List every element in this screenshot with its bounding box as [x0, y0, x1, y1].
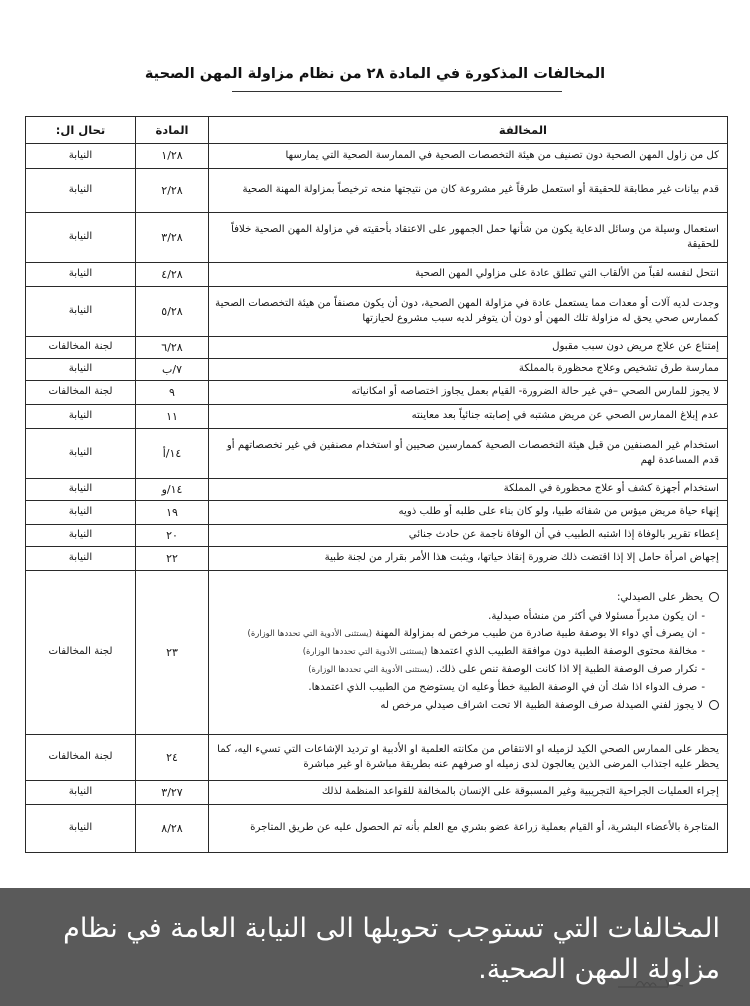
article-number: ٢٣ — [136, 571, 209, 735]
table-row — [26, 144, 728, 169]
table-row — [26, 501, 728, 525]
pharmacist-item — [215, 610, 719, 625]
table-row — [26, 263, 728, 287]
referral-body: النيابة — [26, 359, 136, 381]
violation-text: إجراء العمليات الجراحية التجريبية وغير المسبوقة على الإنسان بالمخالفة للقواعد المنظمة لذلك — [209, 781, 728, 805]
referral-body: لجنة المخالفات — [26, 381, 136, 405]
pharmacist-item-text: صرف الدواء اذا شك أن في الوصفة الطبية خطأ وعليه ان يستوضح من الطبيب الذي اعتمدها. — [308, 681, 698, 693]
pharmacist-item-text: ان يكون مديراً مسئولا في أكثر من منشأه صيدلية. — [488, 610, 698, 622]
table-row — [26, 287, 728, 337]
referral-body: النيابة — [26, 805, 136, 853]
pharmacist-item-note: (يستثنى الأدوية التي تحددها الوزارة) — [247, 628, 373, 639]
violation-text: عدم إبلاغ الممارس الصحي عن مريض مشتبه في إصابته جنائياً بعد معاينته — [209, 405, 728, 429]
violation-text: ممارسة طرق تشخيص وعلاج محظورة بالمملكة — [209, 359, 728, 381]
table-row — [26, 525, 728, 547]
referral-body: النيابة — [26, 263, 136, 287]
article-number: ٢٢ — [136, 547, 209, 571]
header-article: المادة — [136, 117, 209, 144]
article-number: ٢٤ — [136, 735, 209, 781]
referral-body: النيابة — [26, 781, 136, 805]
document-title: المخالفات المذكورة في المادة ٢٨ من نظام مزاولة المهن الصحية — [144, 66, 606, 82]
referral-body: النيابة — [26, 144, 136, 169]
pharmacist-item — [215, 663, 719, 678]
pharmacist-item — [215, 681, 719, 696]
pharmacist-lead-text: يحظر على الصيدلي: — [616, 591, 703, 603]
table-header-row — [26, 117, 728, 144]
pharmacist-item-text: ان يصرف أي دواء الا بوصفة طبية صادرة من طبيب مرخص له بمزاولة المهنة — [375, 628, 698, 640]
table-row-pharmacist — [26, 571, 728, 735]
referral-body: لجنة المخالفات — [26, 337, 136, 359]
referral-body: النيابة — [26, 525, 136, 547]
title-underline — [232, 91, 562, 92]
table-row — [26, 781, 728, 805]
article-number: ٨/٢٨ — [136, 805, 209, 853]
table-row — [26, 381, 728, 405]
dash-bullet-icon: - — [701, 610, 705, 622]
article-number: ١٤/أ — [136, 429, 209, 479]
referral-body: النيابة — [26, 169, 136, 213]
pharmacist-item-text: مخالفة محتوى الوصفة الطبية دون موافقة الطبيب الذي اعتمدها — [430, 646, 698, 658]
referral-body: النيابة — [26, 479, 136, 501]
pharmacist-item-text: تكرار صرف الوصفة الطبية إلا اذا كانت الوصفة تنص على ذلك. — [436, 663, 698, 675]
referral-body: النيابة — [26, 405, 136, 429]
violation-text: انتحل لنفسه لقباً من الألقاب التي تطلق عادة على مزاولي المهن الصحية — [209, 263, 728, 287]
dash-bullet-icon: - — [701, 646, 705, 658]
pharmacist-item-note: (يستثنى الأدوية التي تحددها الوزارة) — [302, 646, 428, 657]
article-number: ٦/٢٨ — [136, 337, 209, 359]
header-violation: المخالفة — [209, 117, 728, 144]
violations-table — [25, 116, 728, 853]
article-number: ٢/٢٨ — [136, 169, 209, 213]
violation-text: وجدت لديه آلات أو معدات مما يستعمل عادة في مزاولة المهن الصحية، دون أن يكون مصنفاً من هيئة التخصصات الصحية كممارس صحي يحق له مزاولة تلك المهن أو دون أن يتوفر لديه سبب مشروع لحيازتها — [209, 287, 728, 337]
article-number: ٢٠ — [136, 525, 209, 547]
article-number: ١٤/و — [136, 479, 209, 501]
article-number: ٩ — [136, 381, 209, 405]
caption-overlay — [0, 888, 750, 1006]
article-number: ٣/٢٧ — [136, 781, 209, 805]
dash-bullet-icon: - — [701, 628, 705, 640]
article-number: ٤/٢٨ — [136, 263, 209, 287]
table-row — [26, 479, 728, 501]
table-row — [26, 359, 728, 381]
pharmacist-technician-text: لا يجوز لفني الصيدلة صرف الوصفة الطبية الا تحت اشراف صيدلي مرخص له — [380, 700, 703, 712]
article-number: ١/٢٨ — [136, 144, 209, 169]
violation-text: استعمال وسيلة من وسائل الدعاية يكون من شأنها حمل الجمهور على الاعتقاد بأحقيته في مزاولة المهن الصحية خلافاً للحقيقة — [209, 213, 728, 263]
table-row — [26, 805, 728, 853]
violation-text: إمتناع عن علاج مريض دون سبب مقبول — [209, 337, 728, 359]
violation-text: كل من زاول المهن الصحية دون تصنيف من هيئة التخصصات الصحية في الممارسة الصحية التي يمارسها — [209, 144, 728, 169]
pharmacist-item-note: (يستثنى الأدوية التي تحددها الوزارة) — [308, 663, 433, 674]
referral-body: النيابة — [26, 429, 136, 479]
violation-text: المتاجرة بالأعضاء البشرية، أو القيام بعملية زراعة عضو بشري مع العلم بأنه تم الحصول عليه عن طريق المتاجرة — [209, 805, 728, 853]
dash-bullet-icon: - — [701, 663, 705, 675]
circle-bullet-icon — [709, 700, 719, 710]
article-number: ٣/٢٨ — [136, 213, 209, 263]
referral-body: النيابة — [26, 547, 136, 571]
table-row — [26, 213, 728, 263]
referral-body: لجنة المخالفات — [26, 571, 136, 735]
pharmacist-technician-rule — [215, 699, 719, 714]
violation-text: يحظر على الممارس الصحي الكيد لزميله او الانتقاص من مكانته العلمية او الأدبية او ترديد الإشاعات التي تسيء اليه، كما يحظر عليه اجتذاب المرضى الذين يعالجون لدى زميله او صرفهم عنه بطريقة مباشرة او غير مباشرة — [209, 735, 728, 781]
violation-text: استخدام غير المصنفين من قبل هيئة التخصصات الصحية كممارسين صحيين أو استخدام مصنفين في غير تخصصاتهم أو قدم المساعدة لهم — [209, 429, 728, 479]
violation-text: إنهاء حياة مريض ميؤس من شفائه طبيا، ولو كان بناء على طلبه أو طلب ذويه — [209, 501, 728, 525]
table-row — [26, 337, 728, 359]
header-referral: تحال ال: — [26, 117, 136, 144]
caption-text: المخالفات التي تستوجب تحويلها الى النيابة العامة في نظام مزاولة المهن الصحية. — [63, 913, 720, 985]
article-number: ١١ — [136, 405, 209, 429]
table-row — [26, 169, 728, 213]
violation-text: قدم بيانات غير مطابقة للحقيقة أو استعمل طرقاً غير مشروعة كان من نتيجتها منحه ترخيصاً بمزاولة المهنة الصحية — [209, 169, 728, 213]
referral-body: لجنة المخالفات — [26, 735, 136, 781]
referral-body: النيابة — [26, 287, 136, 337]
circle-bullet-icon — [709, 592, 719, 602]
table-row — [26, 405, 728, 429]
violation-text: إجهاض امرأة حامل إلا إذا اقتضت ذلك ضرورة إنقاذ حياتها، ويثبت هذا الأمر بقرار من لجنة طبية — [209, 547, 728, 571]
referral-body: النيابة — [26, 213, 136, 263]
pharmacist-item — [215, 645, 719, 660]
pharmacist-lead — [215, 591, 719, 606]
referral-body: النيابة — [26, 501, 136, 525]
pharmacist-item — [215, 627, 719, 642]
pharmacist-rules — [209, 571, 728, 735]
article-number: ٥/٢٨ — [136, 287, 209, 337]
table-row — [26, 735, 728, 781]
article-number: ١٩ — [136, 501, 209, 525]
violation-text: إعطاء تقرير بالوفاة إذا اشتبه الطبيب في أن الوفاة ناجمة عن حادث جنائي — [209, 525, 728, 547]
violation-text: لا يجوز للمارس الصحي –في غير حالة الضرورة- القيام بعمل يجاوز اختصاصه أو امكانياته — [209, 381, 728, 405]
table-row — [26, 429, 728, 479]
violation-text: استخدام أجهزة كشف أو علاج محظورة في المملكة — [209, 479, 728, 501]
article-number: ٧/ب — [136, 359, 209, 381]
dash-bullet-icon: - — [701, 681, 705, 693]
table-row — [26, 547, 728, 571]
